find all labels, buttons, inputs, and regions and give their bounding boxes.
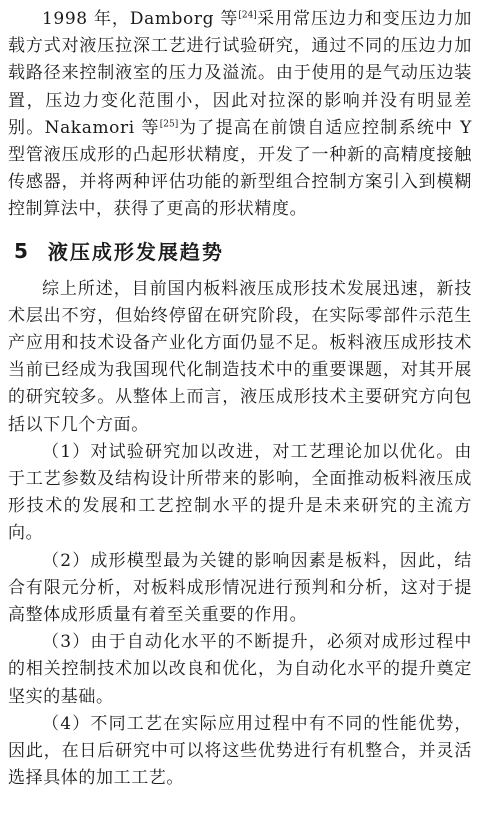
intro-text-part1: 1998 年，Damborg 等 xyxy=(42,9,239,29)
intro-text-part3: 为了提高在前馈自适应控制系统中 Y 型管液压成形的凸起形状精度，开发了一种新的高精度接触传感器，并将两种评估功能的新型组合控制方案引入到模糊控制算法中，获得了更高的形状精度。 xyxy=(8,117,472,220)
citation-ref-24[interactable]: [24] xyxy=(238,10,257,21)
trend-item-3: （3）由于自动化水平的不断提升，必须对成形过程中的相关控制技术加以改良和优化，为自动化水平的提升奠定坚实的基础。 xyxy=(8,632,472,707)
summary-paragraph: 综上所述，目前国内板料液压成形技术发展迅速，新技术层出不穷，但始终停留在研究阶段，在实际零部件示范生产应用和技术设备产业化方面仍显不足。板料液压成形技术当前已经成为我国现代化制造技术中的重要课题，对其开展的研究较多。从整体上而言，液压成形技术主要研究方向包括以下几个方面。 xyxy=(8,278,472,435)
section-number: 5 xyxy=(14,238,28,263)
section-title: 液压成形发展趋势 xyxy=(47,240,224,265)
intro-paragraph xyxy=(8,6,472,224)
trend-item-1: （1）对试验研究加以改进，对工艺理论加以优化。由于工艺参数及结构设计所带来的影响，全面推动板料液压成形技术的发展和工艺控制水平的提升是未来研究的主流方向。 xyxy=(8,441,472,544)
intro-text-part2: 采用常压边力和变压边力加载方式对液压拉深工艺进行试验研究，通过不同的压边力加载路径来控制液室的压力及溢流。由于使用的是气动压边装置，压边力变化范围小，因此对拉深的影响并没有明显差别。Nakamori 等 xyxy=(8,9,472,138)
trend-item-2: （2）成形模型最为关键的影响因素是板料，因此，结合有限元分析，对板料成形情况进行预判和分析，这对于提高整体成形质量有着至关重要的作用。 xyxy=(8,550,472,626)
section-heading xyxy=(8,232,472,270)
trend-item-4: （4）不同工艺在实际应用过程中有不同的性能优势，因此，在日后研究中可以将这些优势进行有机整合，并灵活选择具体的加工工艺。 xyxy=(8,713,472,789)
citation-ref-25[interactable]: [25] xyxy=(159,119,179,130)
